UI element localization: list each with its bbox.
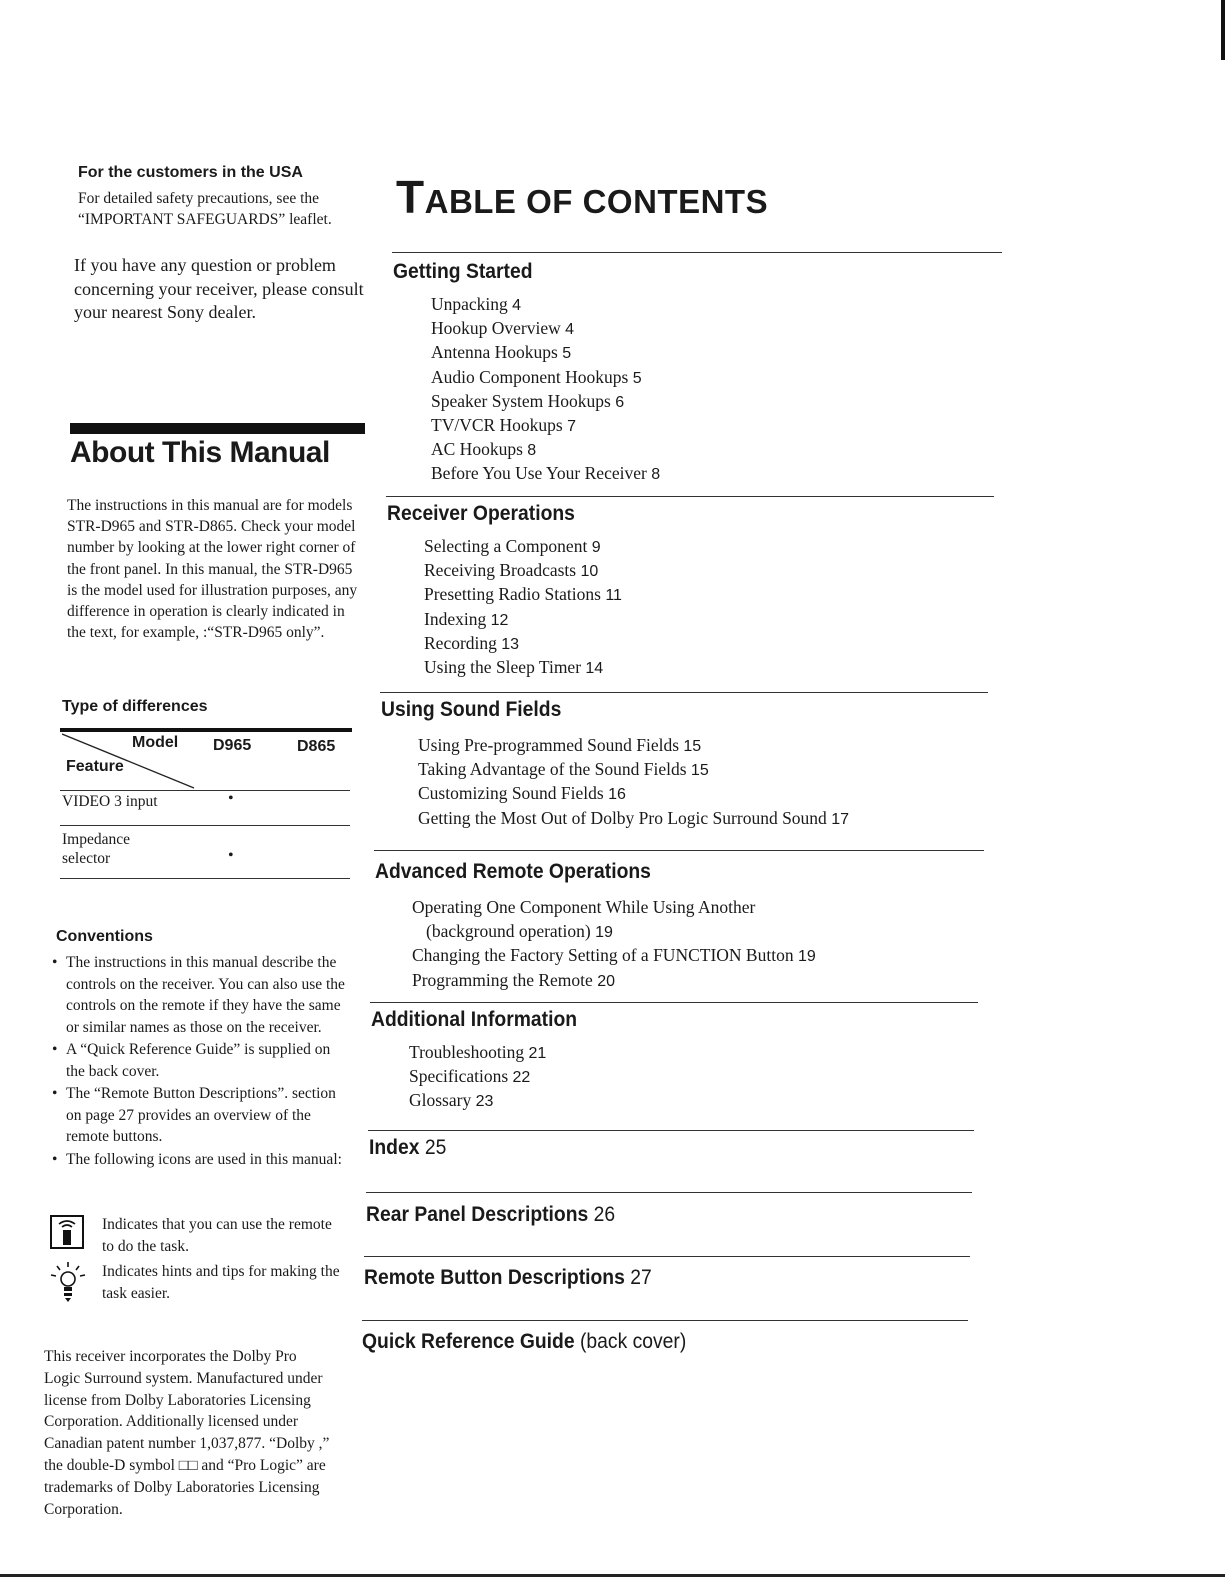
differences-table bbox=[60, 728, 352, 888]
section-rule bbox=[380, 692, 988, 693]
toc-entry: Taking Advantage of the Sound Fields 15 bbox=[418, 759, 709, 780]
section-title-additional-information: Additional Information bbox=[371, 1008, 578, 1031]
bullet-icon: • bbox=[52, 1041, 58, 1058]
section-rule bbox=[364, 1256, 970, 1257]
col-d965-header: D965 bbox=[213, 737, 252, 754]
toc-title-rest: ABLE OF CONTENTS bbox=[424, 183, 769, 220]
toc-entry: Using Pre-programmed Sound Fields 15 bbox=[418, 735, 702, 755]
table-row-feature: VIDEO 3 input bbox=[62, 793, 158, 810]
list-item: • The “Remote Button Descriptions”. section on page 27 provides an overview of the remote buttons. bbox=[52, 1085, 336, 1145]
dealer-contact-text: If you have any question or problem concerning your receiver, please consult your nearest Sony dealer. bbox=[74, 255, 364, 322]
remote-icon-text: Indicates that you can use the remote to do the task. bbox=[102, 1216, 332, 1255]
table-row-feature: Impedance selector bbox=[62, 831, 130, 867]
toc-entry: (background operation) 19 bbox=[426, 921, 613, 942]
usa-safety-text: For detailed safety precautions, see the “IMPORTANT SAFEGUARDS” leaflet. bbox=[78, 190, 332, 228]
section-title-quick-reference-guide: Quick Reference Guide (back cover) bbox=[362, 1330, 687, 1353]
bullet-icon: • bbox=[52, 1150, 58, 1168]
section-entries-additional-information bbox=[409, 1041, 546, 1114]
toc-entry: Specifications 22 bbox=[409, 1066, 531, 1087]
toc-entry: Selecting a Component 9 bbox=[424, 536, 601, 556]
toc-entry: Using the Sleep Timer 14 bbox=[424, 657, 604, 678]
table-rule bbox=[60, 825, 350, 826]
toc-title bbox=[396, 170, 768, 224]
section-title-rear-panel-descriptions: Rear Panel Descriptions 26 bbox=[366, 1203, 616, 1226]
section-entries-getting-started bbox=[431, 293, 660, 487]
section-title-advanced-remote-operations: Advanced Remote Operations bbox=[375, 860, 651, 883]
table-row-mark: • bbox=[228, 790, 234, 807]
toc-entry: Troubleshooting 21 bbox=[409, 1042, 547, 1062]
section-rule bbox=[386, 496, 994, 497]
section-title-receiver-operations: Receiver Operations bbox=[387, 502, 575, 525]
toc-entry: AC Hookups 8 bbox=[431, 439, 537, 460]
toc-entry: Presetting Radio Stations 11 bbox=[424, 584, 622, 605]
conventions-heading: Conventions bbox=[56, 928, 153, 945]
remote-icon bbox=[48, 1214, 88, 1259]
list-item: • The instructions in this manual describe the controls on the receiver. You can also use the controls on the remote if they have the same or similar names as those on the receiver. bbox=[52, 954, 345, 1036]
toc-entry: Programming the Remote 20 bbox=[412, 969, 615, 990]
differences-heading: Type of differences bbox=[62, 698, 208, 715]
toc-entry: TV/VCR Hookups 7 bbox=[431, 415, 577, 436]
page-edge-mark bbox=[1221, 0, 1225, 60]
toc-entry: Receiving Broadcasts 10 bbox=[424, 560, 599, 581]
col-model-header: Model bbox=[132, 734, 179, 751]
toc-entry: Customizing Sound Fields 16 bbox=[418, 783, 626, 804]
bullet-icon: • bbox=[52, 1085, 58, 1102]
toc-entry: Recording 13 bbox=[424, 632, 520, 653]
toc-entry: Operating One Component While Using Another bbox=[412, 897, 756, 917]
toc-entry: Audio Component Hookups 5 bbox=[431, 366, 642, 387]
toc-entry: Hookup Overview 4 bbox=[431, 318, 575, 339]
col-d865-header: D865 bbox=[297, 738, 336, 755]
section-rule bbox=[370, 1002, 978, 1003]
toc-entry: Before You Use Your Receiver 8 bbox=[431, 463, 661, 484]
toc-entry: Speaker System Hookups 6 bbox=[431, 390, 625, 411]
hint-icon-legend bbox=[48, 1261, 338, 1305]
toc-title-initial: T bbox=[396, 171, 425, 223]
about-title: About This Manual bbox=[70, 436, 330, 469]
remote-icon-legend bbox=[48, 1214, 338, 1258]
table-rule bbox=[60, 878, 350, 879]
section-title-index: Index 25 bbox=[369, 1136, 447, 1159]
section-rule bbox=[374, 850, 984, 851]
bullet-icon: • bbox=[52, 954, 58, 971]
section-title-remote-button-descriptions: Remote Button Descriptions 27 bbox=[364, 1266, 652, 1289]
list-item: • A “Quick Reference Guide” is supplied on the back cover. bbox=[52, 1041, 331, 1080]
hint-icon-text: Indicates hints and tips for making the task easier. bbox=[102, 1263, 340, 1302]
section-entries-advanced-remote-operations bbox=[412, 896, 816, 993]
toc-entry: Antenna Hookups 5 bbox=[431, 342, 572, 363]
section-rule bbox=[392, 252, 1002, 253]
toc-entry: Glossary 23 bbox=[409, 1090, 494, 1111]
section-rule bbox=[366, 1192, 972, 1193]
dolby-trademark-text: This receiver incorporates the Dolby Pro Logic Surround system. Manufactured under license from Dolby Laboratories Licensing Corporation. Additionally licensed under Canadian patent number 1,037,877. “Dolby ,” the double-D symbol □□ and “Pro Logic” are trademarks of Dolby Laboratories Licensing Corporation. bbox=[44, 1348, 330, 1518]
toc-entry: Unpacking 4 bbox=[431, 294, 522, 314]
conventions-list bbox=[52, 952, 352, 1171]
about-text: The instructions in this manual are for models STR-D965 and STR-D865. Check your model number by looking at the lower right corner of the front panel. In this manual, the STR-D965 is the model used for illustration purposes, any difference in operation is clearly indicated in the text, for example, :“STR-D965 only”. bbox=[67, 497, 358, 642]
usa-heading: For the customers in the USA bbox=[78, 164, 303, 181]
lightbulb-icon bbox=[48, 1261, 88, 1310]
table-row-mark: • bbox=[228, 847, 234, 864]
section-entries-using-sound-fields bbox=[418, 734, 849, 831]
section-rule bbox=[368, 1130, 974, 1131]
section-title-getting-started: Getting Started bbox=[393, 260, 533, 283]
section-title-using-sound-fields: Using Sound Fields bbox=[381, 698, 562, 721]
section-rule bbox=[362, 1320, 968, 1321]
section-entries-receiver-operations bbox=[424, 535, 622, 680]
toc-entry: Changing the Factory Setting of a FUNCTION Button 19 bbox=[412, 945, 816, 966]
about-section-bar bbox=[70, 423, 365, 434]
toc-entry: Getting the Most Out of Dolby Pro Logic Surround Sound 17 bbox=[418, 807, 849, 828]
table-rule bbox=[60, 790, 350, 791]
list-item: • The following icons are used in this manual: bbox=[52, 1149, 352, 1171]
toc-entry: Indexing 12 bbox=[424, 608, 509, 629]
row-feature-header: Feature bbox=[66, 758, 124, 775]
